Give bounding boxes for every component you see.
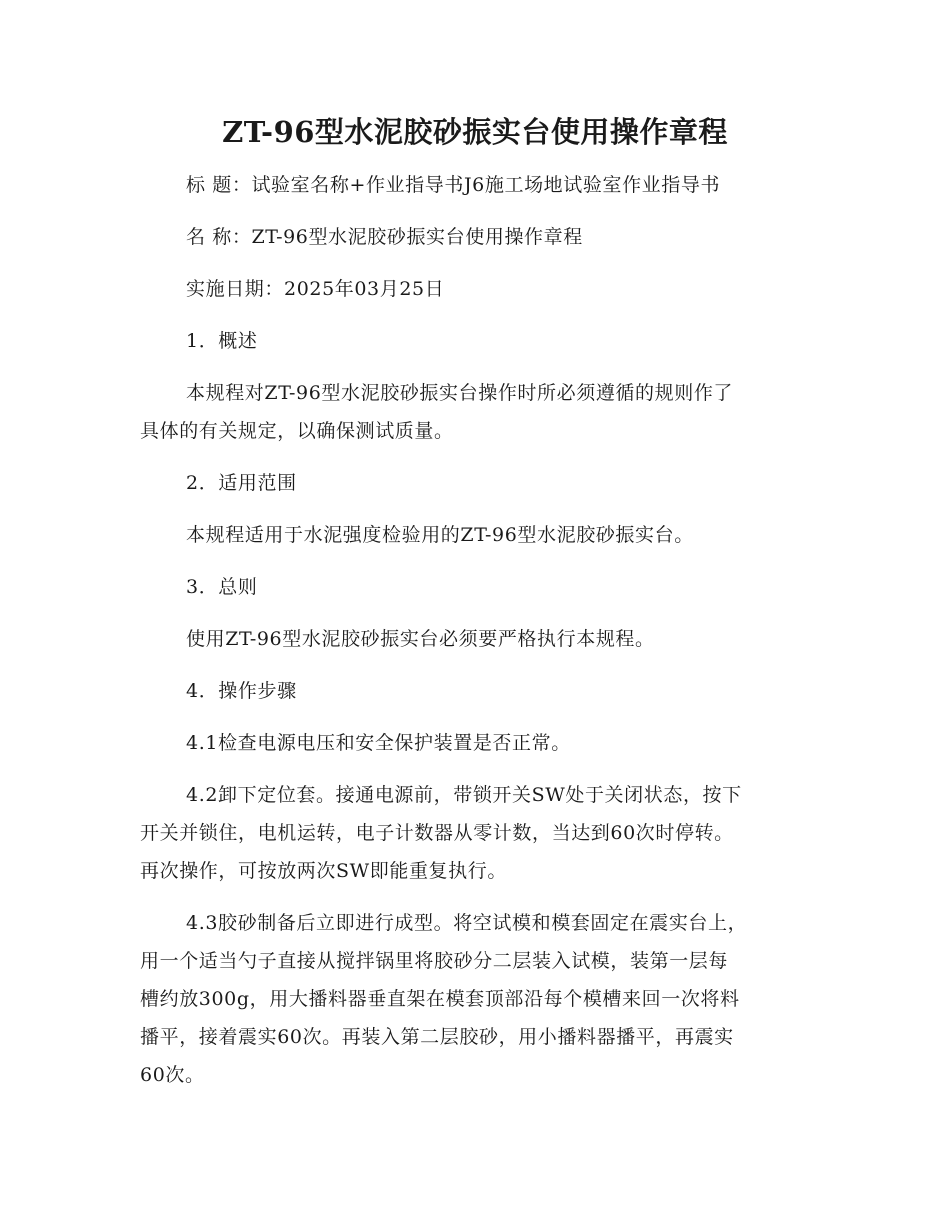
section-4-2-line-2: 开关并锁住，电机运转，电子计数器从零计数，当达到60次时停转。 (140, 822, 734, 844)
meta-title-line: 标 题：试验室名称+作业指导书J6施工场地试验室作业指导书 (186, 174, 721, 196)
section-4-1: 4.1检查电源电压和安全保护装置是否正常。 (186, 732, 571, 754)
section-3-heading: 3．总则 (186, 576, 258, 598)
document-title: ZT-96型水泥胶砂振实台使用操作章程 (222, 115, 728, 149)
section-3-body: 使用ZT-96型水泥胶砂振实台必须要严格执行本规程。 (186, 628, 655, 650)
section-4-3-line-1: 4.3胶砂制备后立即进行成型。将空试模和模套固定在震实台上， (186, 912, 748, 934)
meta-date-line: 实施日期：2025年03月25日 (186, 278, 445, 300)
meta-name-line: 名 称：ZT-96型水泥胶砂振实台使用操作章程 (186, 226, 583, 248)
section-1-body (140, 374, 808, 450)
section-1-body-line-2: 具体的有关规定，以确保测试质量。 (140, 420, 454, 442)
section-2-body: 本规程适用于水泥强度检验用的ZT-96型水泥胶砂振实台。 (186, 524, 694, 546)
section-4-3-line-4: 播平，接着震实60次。再装入第二层胶砂，用小播料器播平，再震实 (140, 1026, 734, 1048)
section-4-heading: 4．操作步骤 (186, 680, 297, 702)
section-4-2 (140, 776, 808, 890)
section-4-2-line-1: 4.2卸下定位套。接通电源前，带锁开关SW处于关闭状态，按下 (186, 784, 742, 806)
section-4-3 (140, 904, 808, 1094)
section-2-heading: 2．适用范围 (186, 472, 297, 494)
section-1-body-line-1: 本规程对ZT-96型水泥胶砂振实台操作时所必须遵循的规则作了 (186, 382, 734, 404)
section-1-heading: 1．概述 (186, 330, 258, 352)
section-4-3-line-5: 60次。 (140, 1064, 205, 1086)
section-4-3-line-3: 槽约放300g，用大播料器垂直架在模套顶部沿每个模槽来回一次将料 (140, 988, 740, 1010)
section-4-3-line-2: 用一个适当勺子直接从搅拌锅里将胶砂分二层装入试模，装第一层每 (140, 950, 729, 972)
section-4-2-line-3: 再次操作，可按放两次SW即能重复执行。 (140, 860, 507, 882)
